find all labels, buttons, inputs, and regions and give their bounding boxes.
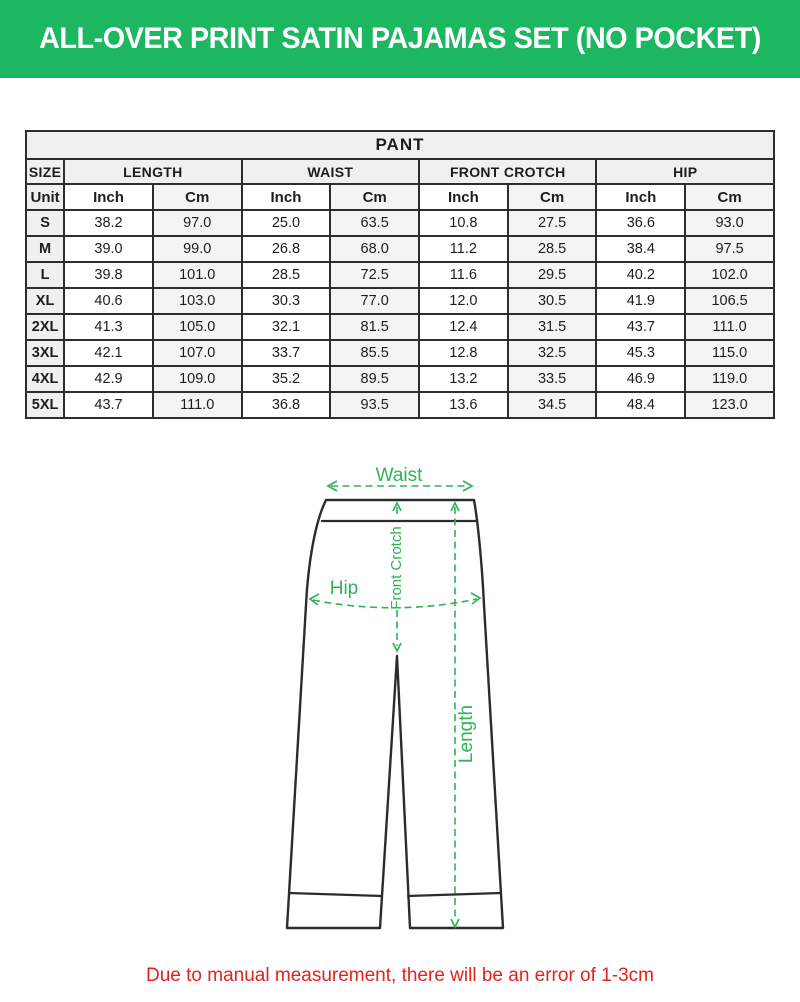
cell-length-inch: 38.2 (64, 210, 153, 236)
cell-waist-cm: 63.5 (330, 210, 419, 236)
cell-hip-cm: 93.0 (685, 210, 774, 236)
cell-crotch-cm: 27.5 (508, 210, 597, 236)
cell-crotch-inch: 12.4 (419, 314, 508, 340)
cell-length-inch: 39.0 (64, 236, 153, 262)
cell-waist-inch: 33.7 (242, 340, 331, 366)
size-chart-table (25, 130, 775, 419)
title-banner (0, 0, 800, 78)
size-cell: 5XL (26, 392, 64, 418)
cell-crotch-cm: 28.5 (508, 236, 597, 262)
unit-cell-cm: Cm (508, 184, 597, 210)
table-title-row (26, 131, 774, 159)
cell-length-cm: 109.0 (153, 366, 242, 392)
cell-waist-cm: 72.5 (330, 262, 419, 288)
cell-hip-inch: 48.4 (596, 392, 685, 418)
cell-length-inch: 43.7 (64, 392, 153, 418)
group-header-length: LENGTH (64, 159, 241, 184)
cell-waist-inch: 25.0 (242, 210, 331, 236)
size-cell: 3XL (26, 340, 64, 366)
cell-crotch-inch: 13.6 (419, 392, 508, 418)
table-row-m (26, 236, 774, 262)
length-label: Length (456, 704, 477, 764)
cell-hip-cm: 106.5 (685, 288, 774, 314)
table-row-4xl (26, 366, 774, 392)
cell-crotch-inch: 11.2 (419, 236, 508, 262)
cell-waist-cm: 93.5 (330, 392, 419, 418)
cell-hip-inch: 45.3 (596, 340, 685, 366)
size-header: SIZE (26, 159, 64, 184)
table-row-5xl (26, 392, 774, 418)
cell-length-cm: 101.0 (153, 262, 242, 288)
table-unit-row (26, 184, 774, 210)
table-title: PANT (26, 131, 774, 159)
size-cell: L (26, 262, 64, 288)
cell-waist-cm: 68.0 (330, 236, 419, 262)
unit-cell-inch: Inch (419, 184, 508, 210)
cell-hip-cm: 102.0 (685, 262, 774, 288)
unit-cell-inch: Inch (64, 184, 153, 210)
size-cell: 2XL (26, 314, 64, 340)
cell-crotch-cm: 29.5 (508, 262, 597, 288)
cell-hip-inch: 41.9 (596, 288, 685, 314)
cell-length-cm: 99.0 (153, 236, 242, 262)
cell-crotch-cm: 31.5 (508, 314, 597, 340)
cell-crotch-inch: 10.8 (419, 210, 508, 236)
table-row-3xl (26, 340, 774, 366)
cell-waist-inch: 28.5 (242, 262, 331, 288)
cell-waist-cm: 85.5 (330, 340, 419, 366)
size-cell: M (26, 236, 64, 262)
cell-hip-cm: 97.5 (685, 236, 774, 262)
cell-crotch-inch: 12.0 (419, 288, 508, 314)
cell-length-inch: 40.6 (64, 288, 153, 314)
cell-crotch-inch: 13.2 (419, 366, 508, 392)
page-title: ALL-OVER PRINT SATIN PAJAMAS SET (NO POCKET) (39, 22, 761, 55)
table-row-l (26, 262, 774, 288)
measurement-error-note: Due to manual measurement, there will be an error of 1-3cm (146, 965, 654, 986)
unit-header: Unit (26, 184, 64, 210)
hip-label: Hip (329, 578, 359, 599)
size-cell: S (26, 210, 64, 236)
group-header-hip: HIP (596, 159, 774, 184)
pants-measurement-diagram (250, 437, 550, 939)
cell-length-cm: 107.0 (153, 340, 242, 366)
cell-hip-inch: 36.6 (596, 210, 685, 236)
group-header-front-crotch: FRONT CROTCH (419, 159, 596, 184)
cell-length-inch: 41.3 (64, 314, 153, 340)
size-cell: XL (26, 288, 64, 314)
cell-crotch-cm: 32.5 (508, 340, 597, 366)
cell-waist-inch: 36.8 (242, 392, 331, 418)
cell-length-cm: 97.0 (153, 210, 242, 236)
cell-waist-inch: 32.1 (242, 314, 331, 340)
table-row-xl (26, 288, 774, 314)
cell-length-cm: 111.0 (153, 392, 242, 418)
table-row-2xl (26, 314, 774, 340)
unit-cell-inch: Inch (242, 184, 331, 210)
unit-cell-cm: Cm (153, 184, 242, 210)
cell-length-inch: 42.9 (64, 366, 153, 392)
group-header-waist: WAIST (242, 159, 419, 184)
cell-hip-inch: 46.9 (596, 366, 685, 392)
table-group-header-row (26, 159, 774, 184)
cell-crotch-inch: 12.8 (419, 340, 508, 366)
cell-crotch-cm: 33.5 (508, 366, 597, 392)
cell-waist-cm: 81.5 (330, 314, 419, 340)
unit-cell-cm: Cm (330, 184, 419, 210)
unit-cell-cm: Cm (685, 184, 774, 210)
cell-length-cm: 103.0 (153, 288, 242, 314)
cell-hip-cm: 119.0 (685, 366, 774, 392)
cell-length-inch: 42.1 (64, 340, 153, 366)
front-crotch-label: Front Crotch (388, 526, 405, 610)
cell-crotch-cm: 34.5 (508, 392, 597, 418)
cell-waist-cm: 89.5 (330, 366, 419, 392)
cell-hip-cm: 123.0 (685, 392, 774, 418)
cell-waist-inch: 26.8 (242, 236, 331, 262)
table-row-s (26, 210, 774, 236)
waist-label: Waist (375, 465, 423, 486)
cell-crotch-inch: 11.6 (419, 262, 508, 288)
cell-crotch-cm: 30.5 (508, 288, 597, 314)
cell-hip-inch: 43.7 (596, 314, 685, 340)
cell-length-inch: 39.8 (64, 262, 153, 288)
cell-waist-cm: 77.0 (330, 288, 419, 314)
cell-waist-inch: 35.2 (242, 366, 331, 392)
cell-waist-inch: 30.3 (242, 288, 331, 314)
cell-hip-cm: 115.0 (685, 340, 774, 366)
cell-hip-cm: 111.0 (685, 314, 774, 340)
size-cell: 4XL (26, 366, 64, 392)
cell-hip-inch: 40.2 (596, 262, 685, 288)
cell-hip-inch: 38.4 (596, 236, 685, 262)
unit-cell-inch: Inch (596, 184, 685, 210)
cell-length-cm: 105.0 (153, 314, 242, 340)
